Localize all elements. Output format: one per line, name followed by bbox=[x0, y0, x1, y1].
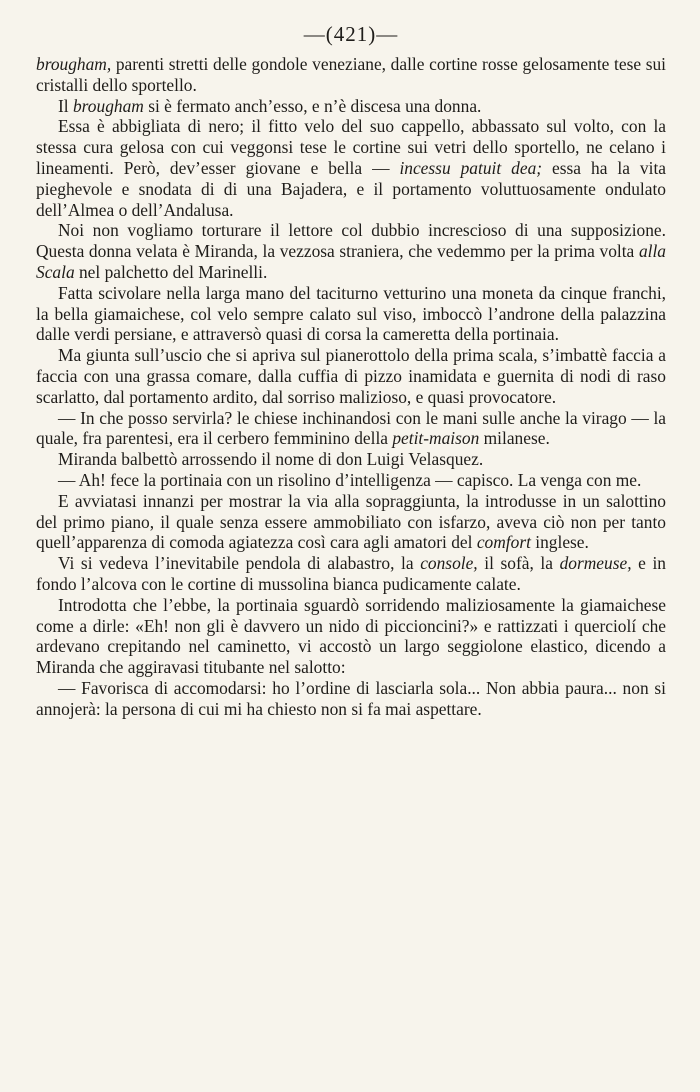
body-text bbox=[36, 54, 666, 720]
text-run: Essa è abbigliata di nero; il fitto velo del suo cappello, abbassato sul volto, con la stessa cura gelosa con cui veggonsi tese le cortine sui vetri dello sportello, ne celano i lineamenti. Però, dev’esser giovane e bella — bbox=[36, 116, 666, 178]
italic-text: brougham, bbox=[36, 54, 112, 74]
italic-text: dormeuse, bbox=[559, 553, 632, 574]
paragraph bbox=[36, 96, 666, 117]
paragraph bbox=[36, 449, 666, 470]
italic-text: comfort bbox=[476, 532, 531, 553]
text-run: e in fondo l’alcova con le cortine di mussolina bianca pudicamente calate. bbox=[36, 553, 666, 594]
text-run: inglese. bbox=[530, 532, 589, 553]
text-run: Noi non vogliamo torturare il lettore col dubbio increscioso di una supposizione. Questa donna velata è Miranda, la vezzosa straniera, che vedemmo per la prima volta bbox=[36, 220, 666, 262]
text-run: si è fermato anch’esso, e n’è discesa una donna. bbox=[143, 95, 482, 116]
text-run: Miranda balbettò arrossendo il nome di don Luigi Velasquez. bbox=[58, 449, 484, 470]
paragraph bbox=[36, 678, 666, 720]
paragraph bbox=[36, 408, 666, 450]
text-run: parenti stretti delle gondole veneziane, dalle cortine rosse gelosamente tese sui cristalli dello sportello. bbox=[36, 54, 666, 95]
text-run: — Ah! fece la portinaia con un risolino d’intelligenza — capisco. La venga con me. bbox=[58, 469, 642, 490]
text-run: — Favorisca di accomodarsi: ho l’ordine di lasciarla sola... Non abbia paura... non si annojerà: la persona di cui mi ha chiesto non si fa mai aspettare. bbox=[36, 677, 666, 719]
text-run: Il bbox=[58, 95, 73, 116]
paragraph bbox=[36, 116, 666, 220]
paragraph bbox=[36, 54, 666, 96]
paragraph bbox=[36, 553, 666, 595]
paragraph bbox=[36, 345, 666, 407]
italic-text: petit-maison bbox=[392, 428, 480, 449]
page-number: —(421)— bbox=[303, 22, 399, 46]
text-run: Fatta scivolare nella larga mano del taciturno vetturino una moneta da cinque franchi, la bella giamaichese, col velo sempre calato sul viso, imboccò l’androne della palazzina dalle verdi persiane, e attraversò quasi di corsa la cameretta della portinaia. bbox=[36, 282, 666, 345]
text-run: — In che posso servirla? le chiese inchinandosi con le mani sulle anche la virago — la quale, fra parentesi, era il cerbero femminino della bbox=[36, 407, 666, 449]
italic-text: incessu patuit dea; bbox=[399, 157, 543, 178]
text-run: nel palchetto del Marinelli. bbox=[74, 261, 268, 282]
paragraph bbox=[36, 491, 666, 553]
italic-text: alla Scala bbox=[36, 241, 666, 282]
text-run: Ma giunta sull’uscio che si apriva sul pianerottolo della prima scala, s’imbattè faccia a faccia con una grassa comare, dalla cuffia di pizzo inamidata e guernita di nodi di raso scarlatto, dal portamento ardito, dal sorriso malizioso, e quasi provocatore. bbox=[36, 345, 666, 407]
text-run: Vi si vedeva l’inevitabile pendola di alabastro, la bbox=[58, 553, 421, 574]
text-run: Introdotta che l’ebbe, la portinaia sguardò sorridendo maliziosamente la giamaichese come a dirle: «Eh! non gli è davvero un nido di piccioncini?» e rattizzati i querciolí che ardevano crepitando nel caminetto, vi accostò un largo seggiolone elastico, dicendo a Miranda che aggiravasi titubante nel salotto: bbox=[36, 594, 666, 678]
paragraph bbox=[36, 595, 666, 678]
italic-text: console, bbox=[420, 553, 478, 574]
paragraph bbox=[36, 220, 666, 282]
italic-text: brougham bbox=[72, 95, 144, 116]
text-run: il sofà, la bbox=[477, 553, 560, 574]
paragraph bbox=[36, 283, 666, 345]
paragraph bbox=[36, 470, 666, 491]
text-run: essa ha la vita pieghevole e snodata di di una Bajadera, e il portamento voluttuosamente ondulato dell’Almea o dell’Andalusa. bbox=[36, 157, 667, 220]
text-run: E avviatasi innanzi per mostrar la via alla sopraggiunta, la introdusse in un salottino del primo piano, il quale senza essere ammobiliato con isfarzo, aveva ciò non per tanto quell’apparenza di comoda agiatezza così cara agli amatori del bbox=[36, 490, 666, 553]
text-run: milanese. bbox=[479, 428, 550, 449]
